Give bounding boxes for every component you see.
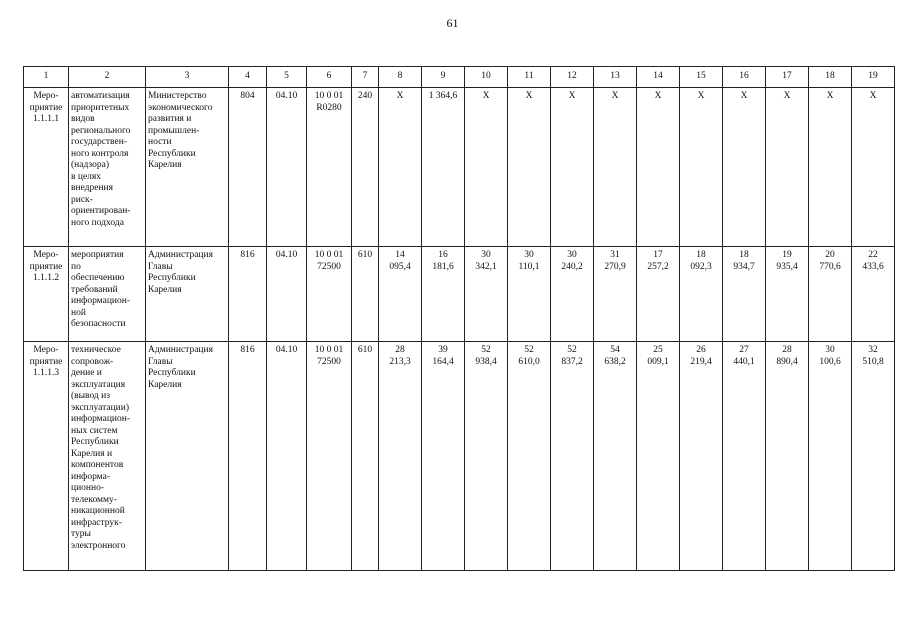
year-amount-cell-9 xyxy=(422,88,465,247)
column-header-17: 17 xyxy=(766,67,809,88)
section-code-cell xyxy=(267,247,307,342)
cell-text: Меро- приятие 1.1.1.2 xyxy=(29,250,63,283)
page-number: 61 xyxy=(446,16,459,30)
section-code-cell xyxy=(267,342,307,571)
cell-text: 54 638,2 xyxy=(604,345,626,367)
cell-text: 52 938,4 xyxy=(475,345,497,367)
cell-text: Министерство экономического развития и промышлен- ности Республики Карелия xyxy=(148,91,213,170)
year-amount-cell-19 xyxy=(852,247,895,342)
cell-text: техническое сопровож- дение и эксплуатация (вывод из эксплуатации) информацион- ных систем Республики Карелия и компонентов информа- ционно- телекомму- никационной инфраструк- туры электронного xyxy=(71,345,131,551)
responsible-agency-cell xyxy=(146,342,229,571)
cell-text: 240 xyxy=(357,91,373,101)
cell-text: 19 935,4 xyxy=(776,250,798,272)
column-header-7: 7 xyxy=(352,67,379,88)
cell-text: автоматизация приоритетных видов регионального государствен- ного контроля (надзора) в целях внедрения риск- ориентирован- ного подхода xyxy=(71,91,131,228)
column-header-13: 13 xyxy=(594,67,637,88)
cell-text: X xyxy=(740,91,748,101)
cell-text: 816 xyxy=(240,250,255,260)
cell-text: 20 770,6 xyxy=(819,250,841,272)
cell-text: X xyxy=(482,91,490,101)
year-amount-cell-16 xyxy=(723,342,766,571)
year-amount-cell-17 xyxy=(766,88,809,247)
target-article-cell xyxy=(307,88,352,247)
year-amount-cell-16 xyxy=(723,88,766,247)
cell-text: 22 433,6 xyxy=(862,250,884,272)
year-amount-cell-17 xyxy=(766,247,809,342)
cell-text: 18 934,7 xyxy=(733,250,755,272)
cell-text: мероприятия по обеспечению требований информацион- ной безопасности xyxy=(71,250,131,329)
cell-text: 32 510,8 xyxy=(862,345,884,367)
budget-table xyxy=(23,66,895,571)
cell-text: 804 xyxy=(240,91,255,101)
year-amount-cell-12 xyxy=(551,247,594,342)
cell-text: 610 xyxy=(357,345,373,355)
cell-text: 31 270,9 xyxy=(604,250,626,272)
target-article-cell xyxy=(307,247,352,342)
year-amount-cell-11 xyxy=(508,342,551,571)
column-header-10: 10 xyxy=(465,67,508,88)
cell-text: 10 0 01 R0280 xyxy=(314,91,344,113)
year-amount-cell-9 xyxy=(422,342,465,571)
cell-text: 52 837,2 xyxy=(561,345,583,367)
activity-name-cell xyxy=(69,88,146,247)
column-header-15: 15 xyxy=(680,67,723,88)
grbs-code-cell xyxy=(229,247,267,342)
cell-text: 28 213,3 xyxy=(389,345,411,367)
year-amount-cell-8 xyxy=(379,247,422,342)
year-amount-cell-11 xyxy=(508,88,551,247)
column-header-3: 3 xyxy=(146,67,229,88)
cell-text: 1 364,6 xyxy=(428,91,458,101)
year-amount-cell-15 xyxy=(680,247,723,342)
column-header-14: 14 xyxy=(637,67,680,88)
cell-text: X xyxy=(568,91,576,101)
cell-text: 14 095,4 xyxy=(389,250,411,272)
column-header-19: 19 xyxy=(852,67,895,88)
responsible-agency-cell xyxy=(146,247,229,342)
cell-text: X xyxy=(525,91,533,101)
year-amount-cell-14 xyxy=(637,247,680,342)
cell-text: X xyxy=(654,91,662,101)
column-header-8: 8 xyxy=(379,67,422,88)
cell-text: X xyxy=(869,91,877,101)
column-header-9: 9 xyxy=(422,67,465,88)
year-amount-cell-9 xyxy=(422,247,465,342)
cell-text: 17 257,2 xyxy=(647,250,669,272)
table-row xyxy=(24,342,895,571)
column-header-5: 5 xyxy=(267,67,307,88)
cell-text: 30 240,2 xyxy=(561,250,583,272)
cell-text: Меро- приятие 1.1.1.1 xyxy=(29,91,63,124)
year-amount-cell-14 xyxy=(637,342,680,571)
column-header-1: 1 xyxy=(24,67,69,88)
cell-text: Администрация Главы Республики Карелия xyxy=(148,345,213,390)
year-amount-cell-18 xyxy=(809,88,852,247)
cell-text: 27 440,1 xyxy=(733,345,755,367)
year-amount-cell-16 xyxy=(723,247,766,342)
cell-text: 04.10 xyxy=(275,91,298,101)
year-amount-cell-12 xyxy=(551,342,594,571)
expense-type-cell xyxy=(352,342,379,571)
activity-code-cell xyxy=(24,88,69,247)
activity-code-cell xyxy=(24,247,69,342)
column-header-16: 16 xyxy=(723,67,766,88)
column-header-18: 18 xyxy=(809,67,852,88)
cell-text: 30 110,1 xyxy=(518,250,540,272)
cell-text: X xyxy=(783,91,791,101)
cell-text: 30 342,1 xyxy=(475,250,497,272)
year-amount-cell-13 xyxy=(594,342,637,571)
year-amount-cell-19 xyxy=(852,342,895,571)
column-header-2: 2 xyxy=(69,67,146,88)
cell-text: 52 610,0 xyxy=(518,345,540,367)
year-amount-cell-19 xyxy=(852,88,895,247)
cell-text: 16 181,6 xyxy=(432,250,454,272)
activity-name-cell xyxy=(69,247,146,342)
table-row xyxy=(24,88,895,247)
year-amount-cell-18 xyxy=(809,342,852,571)
cell-text: 18 092,3 xyxy=(690,250,712,272)
section-code-cell xyxy=(267,88,307,247)
year-amount-cell-8 xyxy=(379,88,422,247)
year-amount-cell-8 xyxy=(379,342,422,571)
column-header-11: 11 xyxy=(508,67,551,88)
year-amount-cell-14 xyxy=(637,88,680,247)
cell-text: 30 100,6 xyxy=(819,345,841,367)
cell-text: 28 890,4 xyxy=(776,345,798,367)
column-header-6: 6 xyxy=(307,67,352,88)
cell-text: 610 xyxy=(357,250,373,260)
year-amount-cell-17 xyxy=(766,342,809,571)
cell-text: 04.10 xyxy=(275,345,298,355)
cell-text: 816 xyxy=(240,345,255,355)
expense-type-cell xyxy=(352,247,379,342)
column-header-12: 12 xyxy=(551,67,594,88)
target-article-cell xyxy=(307,342,352,571)
column-header-4: 4 xyxy=(229,67,267,88)
cell-text: 10 0 01 72500 xyxy=(314,345,344,367)
cell-text: Администрация Главы Республики Карелия xyxy=(148,250,213,295)
year-amount-cell-10 xyxy=(465,247,508,342)
cell-text: X xyxy=(396,91,404,101)
cell-text: 04.10 xyxy=(275,250,298,260)
year-amount-cell-12 xyxy=(551,88,594,247)
year-amount-cell-10 xyxy=(465,342,508,571)
year-amount-cell-13 xyxy=(594,88,637,247)
year-amount-cell-18 xyxy=(809,247,852,342)
cell-text: X xyxy=(826,91,834,101)
cell-text: X xyxy=(697,91,705,101)
cell-text: Меро- приятие 1.1.1.3 xyxy=(29,345,63,378)
grbs-code-cell xyxy=(229,342,267,571)
year-amount-cell-13 xyxy=(594,247,637,342)
year-amount-cell-15 xyxy=(680,88,723,247)
activity-code-cell xyxy=(24,342,69,571)
cell-text: 10 0 01 72500 xyxy=(314,250,344,272)
activity-name-cell xyxy=(69,342,146,571)
cell-text: 26 219,4 xyxy=(690,345,712,367)
cell-text: 39 164,4 xyxy=(432,345,454,367)
responsible-agency-cell xyxy=(146,88,229,247)
expense-type-cell xyxy=(352,88,379,247)
table-header-row xyxy=(24,67,895,88)
cell-text: 25 009,1 xyxy=(647,345,669,367)
table-row xyxy=(24,247,895,342)
grbs-code-cell xyxy=(229,88,267,247)
year-amount-cell-11 xyxy=(508,247,551,342)
cell-text: X xyxy=(611,91,619,101)
year-amount-cell-15 xyxy=(680,342,723,571)
year-amount-cell-10 xyxy=(465,88,508,247)
